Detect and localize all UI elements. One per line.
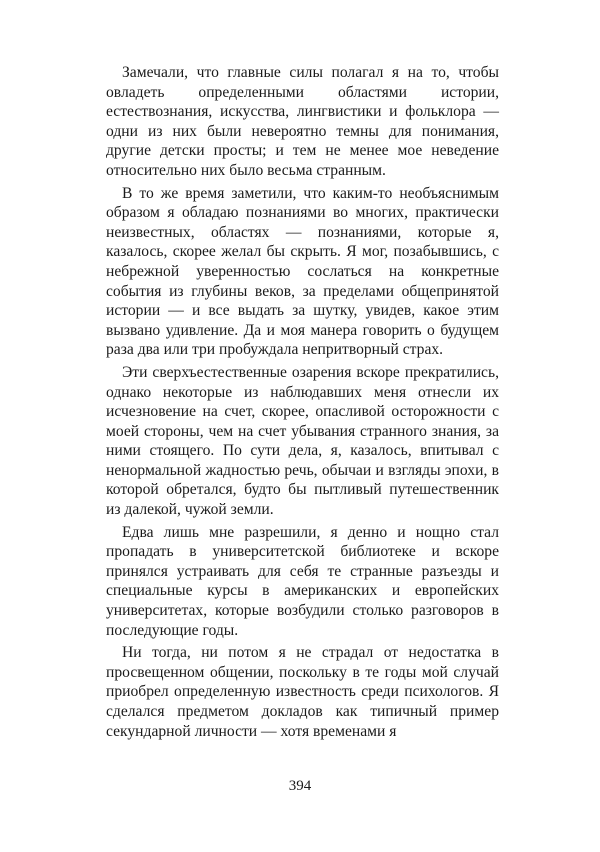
page-number: 394 [288, 778, 312, 794]
paragraph-2: В то же время заметили, что каким-то необъяснимым образом я обладаю познаниями во многих, практически неизвестных, областях — познаниями, которые я, казалось, скорее желал бы скрыть. Я мог, позабывшись, с небрежной уверенностью сослаться на конкретные события из глубины веков, за пределами общепринятой истории — и все выдать за шутку, увидев, какое этим вызвано удивление. Да и моя манера говорить о будущем раза два или три пробуждала непритворный страх. [106, 184, 499, 359]
body-text [106, 63, 499, 744]
paragraph-5: Ни тогда, ни потом я не страдал от недостатка в просвещенном общении, поскольку в те годы мой случай приобрел определенную известность среди психологов. Я сделался предметом докладов как типичный пример секундарной личности — хотя временами я [106, 644, 499, 740]
paragraph-4: Едва лишь мне разрешили, я денно и нощно стал пропадать в университетской библиотеке и вскоре принялся устраивать для себя те странные разъезды и специальные курсы в американских и европейских университетах, которые возбудили столько разговоров в последующие годы. [106, 523, 499, 639]
paragraph-3: Эти сверхъестественные озарения вскоре прекратились, однако некоторые из наблюдавших меня отнесли их исчезновение на счет, скорее, опасливой осторожности с моей стороны, чем на счет убывания странного знания, за ними стоящего. По сути дела, я, казалось, впитывал с ненормальной жадностью речь, обычаи и взгляды эпохи, в которой обретался, будто бы пытливый путешественник из далекой, чужой земли. [106, 363, 499, 519]
paragraph-1: Замечали, что главные силы полагал я на то, чтобы овладеть определенными областями истории, естествознания, искусства, лингвистики и фольклора — одни из них были невероятно темны для понимания, другие детски просты; и тем не менее мое неведение относительно них было весьма странным. [106, 64, 499, 179]
